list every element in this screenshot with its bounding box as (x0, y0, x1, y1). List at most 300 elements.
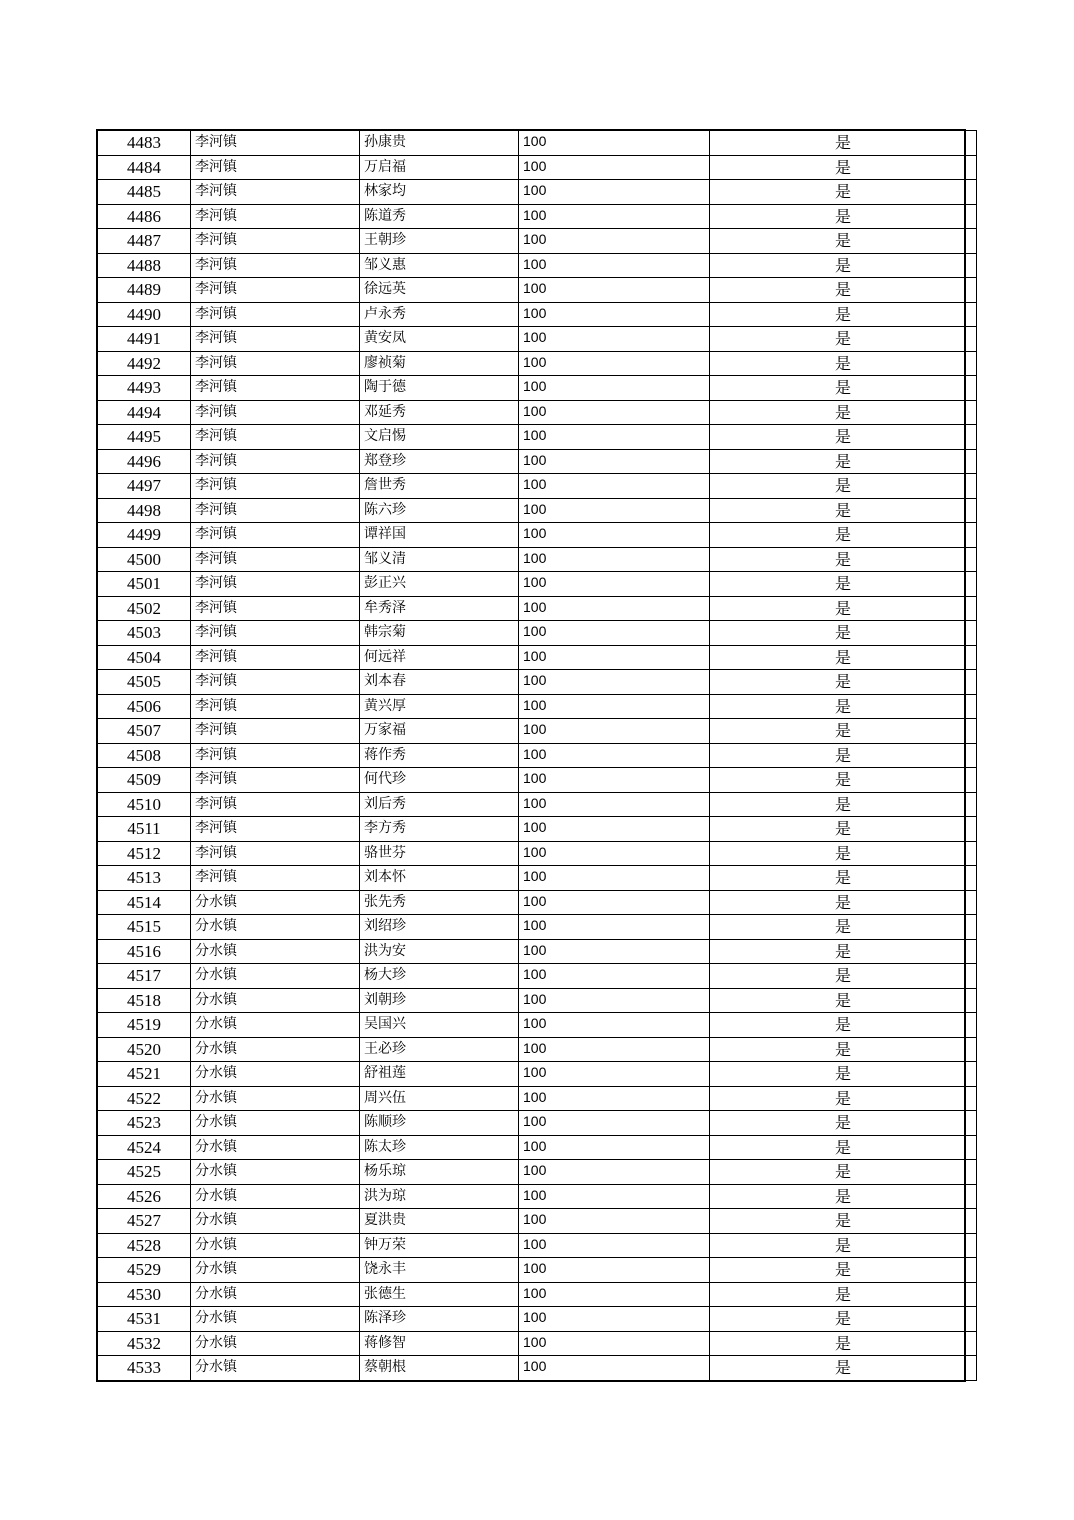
name-cell: 陶于德 (360, 376, 519, 401)
name-cell: 刘绍珍 (360, 915, 519, 940)
town-cell: 分水镇 (191, 988, 360, 1013)
amount-cell: 100 (519, 1258, 710, 1283)
table-row (98, 1258, 977, 1283)
row-number: 4489 (98, 278, 191, 303)
flag-cell: 是 (710, 1086, 977, 1111)
flag-cell: 是 (710, 743, 977, 768)
town-cell: 分水镇 (191, 1086, 360, 1111)
row-number: 4528 (98, 1233, 191, 1258)
table-row (98, 131, 977, 156)
row-number: 4507 (98, 719, 191, 744)
table-row (98, 817, 977, 842)
name-cell: 蔡朝根 (360, 1356, 519, 1381)
town-cell: 分水镇 (191, 1135, 360, 1160)
flag-cell: 是 (710, 694, 977, 719)
name-cell: 吴国兴 (360, 1013, 519, 1038)
name-cell: 蒋作秀 (360, 743, 519, 768)
town-cell: 分水镇 (191, 1282, 360, 1307)
amount-cell: 100 (519, 768, 710, 793)
flag-cell: 是 (710, 866, 977, 891)
town-cell: 分水镇 (191, 1184, 360, 1209)
table-row (98, 1111, 977, 1136)
town-cell: 分水镇 (191, 1258, 360, 1283)
table-row (98, 1356, 977, 1381)
town-cell: 李河镇 (191, 792, 360, 817)
town-cell: 李河镇 (191, 278, 360, 303)
table-row (98, 1013, 977, 1038)
amount-cell: 100 (519, 1356, 710, 1381)
name-cell: 陈顺珍 (360, 1111, 519, 1136)
town-cell: 李河镇 (191, 572, 360, 597)
town-cell: 李河镇 (191, 694, 360, 719)
flag-cell: 是 (710, 1062, 977, 1087)
amount-cell: 100 (519, 1086, 710, 1111)
name-cell: 何远祥 (360, 645, 519, 670)
amount-cell: 100 (519, 841, 710, 866)
amount-cell: 100 (519, 327, 710, 352)
row-number: 4485 (98, 180, 191, 205)
flag-cell: 是 (710, 1184, 977, 1209)
name-cell: 文启惕 (360, 425, 519, 450)
town-cell: 李河镇 (191, 253, 360, 278)
table-row (98, 964, 977, 989)
flag-cell: 是 (710, 498, 977, 523)
flag-cell: 是 (710, 253, 977, 278)
row-number: 4529 (98, 1258, 191, 1283)
flag-cell: 是 (710, 278, 977, 303)
town-cell: 李河镇 (191, 425, 360, 450)
table-row (98, 866, 977, 891)
name-cell: 刘本怀 (360, 866, 519, 891)
name-cell: 谭祥国 (360, 523, 519, 548)
town-cell: 分水镇 (191, 1209, 360, 1234)
amount-cell: 100 (519, 1013, 710, 1038)
amount-cell: 100 (519, 964, 710, 989)
row-number: 4516 (98, 939, 191, 964)
amount-cell: 100 (519, 1160, 710, 1185)
flag-cell: 是 (710, 425, 977, 450)
amount-cell: 100 (519, 1037, 710, 1062)
table-row (98, 596, 977, 621)
name-cell: 林家均 (360, 180, 519, 205)
amount-cell: 100 (519, 988, 710, 1013)
town-cell: 李河镇 (191, 817, 360, 842)
flag-cell: 是 (710, 915, 977, 940)
row-number: 4511 (98, 817, 191, 842)
table-row (98, 743, 977, 768)
name-cell: 王必珍 (360, 1037, 519, 1062)
flag-cell: 是 (710, 1013, 977, 1038)
table-row (98, 1331, 977, 1356)
row-number: 4498 (98, 498, 191, 523)
row-number: 4526 (98, 1184, 191, 1209)
table-row (98, 1307, 977, 1332)
table-row (98, 278, 977, 303)
name-cell: 洪为琼 (360, 1184, 519, 1209)
name-cell: 李方秀 (360, 817, 519, 842)
table-row (98, 1135, 977, 1160)
row-number: 4494 (98, 400, 191, 425)
amount-cell: 100 (519, 572, 710, 597)
row-number: 4506 (98, 694, 191, 719)
table-row (98, 253, 977, 278)
name-cell: 詹世秀 (360, 474, 519, 499)
town-cell: 李河镇 (191, 180, 360, 205)
row-number: 4522 (98, 1086, 191, 1111)
name-cell: 洪为安 (360, 939, 519, 964)
row-number: 4513 (98, 866, 191, 891)
table-row (98, 890, 977, 915)
flag-cell: 是 (710, 768, 977, 793)
table-row (98, 523, 977, 548)
town-cell: 李河镇 (191, 474, 360, 499)
row-number: 4523 (98, 1111, 191, 1136)
name-cell: 卢永秀 (360, 302, 519, 327)
flag-cell: 是 (710, 155, 977, 180)
table-row (98, 449, 977, 474)
table-row (98, 1209, 977, 1234)
table-row (98, 645, 977, 670)
flag-cell: 是 (710, 988, 977, 1013)
flag-cell: 是 (710, 523, 977, 548)
row-number: 4527 (98, 1209, 191, 1234)
amount-cell: 100 (519, 474, 710, 499)
amount-cell: 100 (519, 792, 710, 817)
row-number: 4514 (98, 890, 191, 915)
name-cell: 蒋修智 (360, 1331, 519, 1356)
town-cell: 李河镇 (191, 768, 360, 793)
amount-cell: 100 (519, 743, 710, 768)
name-cell: 万家福 (360, 719, 519, 744)
flag-cell: 是 (710, 1111, 977, 1136)
table-row (98, 155, 977, 180)
name-cell: 钟万荣 (360, 1233, 519, 1258)
table-body (98, 131, 977, 1381)
flag-cell: 是 (710, 474, 977, 499)
town-cell: 分水镇 (191, 915, 360, 940)
row-number: 4486 (98, 204, 191, 229)
name-cell: 骆世芬 (360, 841, 519, 866)
row-number: 4532 (98, 1331, 191, 1356)
amount-cell: 100 (519, 621, 710, 646)
table-row (98, 1062, 977, 1087)
flag-cell: 是 (710, 817, 977, 842)
name-cell: 邓延秀 (360, 400, 519, 425)
town-cell: 李河镇 (191, 351, 360, 376)
row-number: 4496 (98, 449, 191, 474)
name-cell: 郑登珍 (360, 449, 519, 474)
town-cell: 李河镇 (191, 155, 360, 180)
flag-cell: 是 (710, 890, 977, 915)
flag-cell: 是 (710, 939, 977, 964)
table-row (98, 302, 977, 327)
row-number: 4533 (98, 1356, 191, 1381)
town-cell: 李河镇 (191, 841, 360, 866)
table-row (98, 474, 977, 499)
table-row (98, 694, 977, 719)
town-cell: 分水镇 (191, 1160, 360, 1185)
flag-cell: 是 (710, 792, 977, 817)
town-cell: 李河镇 (191, 523, 360, 548)
town-cell: 分水镇 (191, 1356, 360, 1381)
table-row (98, 719, 977, 744)
row-number: 4517 (98, 964, 191, 989)
town-cell: 分水镇 (191, 1331, 360, 1356)
table-row (98, 1233, 977, 1258)
name-cell: 黄安凤 (360, 327, 519, 352)
table-row (98, 425, 977, 450)
amount-cell: 100 (519, 180, 710, 205)
row-number: 4488 (98, 253, 191, 278)
flag-cell: 是 (710, 449, 977, 474)
table-row (98, 547, 977, 572)
name-cell: 刘本春 (360, 670, 519, 695)
table-row (98, 229, 977, 254)
town-cell: 李河镇 (191, 327, 360, 352)
name-cell: 陈六珍 (360, 498, 519, 523)
table-row (98, 327, 977, 352)
name-cell: 何代珍 (360, 768, 519, 793)
name-cell: 廖祯菊 (360, 351, 519, 376)
name-cell: 黄兴厚 (360, 694, 519, 719)
town-cell: 分水镇 (191, 939, 360, 964)
row-number: 4519 (98, 1013, 191, 1038)
row-number: 4504 (98, 645, 191, 670)
flag-cell: 是 (710, 1209, 977, 1234)
flag-cell: 是 (710, 1258, 977, 1283)
flag-cell: 是 (710, 1160, 977, 1185)
name-cell: 周兴伍 (360, 1086, 519, 1111)
row-number: 4501 (98, 572, 191, 597)
town-cell: 分水镇 (191, 1013, 360, 1038)
flag-cell: 是 (710, 841, 977, 866)
amount-cell: 100 (519, 915, 710, 940)
flag-cell: 是 (710, 1233, 977, 1258)
town-cell: 分水镇 (191, 1062, 360, 1087)
row-number: 4509 (98, 768, 191, 793)
row-number: 4530 (98, 1282, 191, 1307)
row-number: 4491 (98, 327, 191, 352)
name-cell: 杨乐琼 (360, 1160, 519, 1185)
row-number: 4484 (98, 155, 191, 180)
flag-cell: 是 (710, 351, 977, 376)
amount-cell: 100 (519, 939, 710, 964)
amount-cell: 100 (519, 1184, 710, 1209)
flag-cell: 是 (710, 400, 977, 425)
amount-cell: 100 (519, 1331, 710, 1356)
name-cell: 韩宗菊 (360, 621, 519, 646)
row-number: 4487 (98, 229, 191, 254)
amount-cell: 100 (519, 302, 710, 327)
subsidy-table (97, 130, 977, 1381)
town-cell: 李河镇 (191, 719, 360, 744)
row-number: 4515 (98, 915, 191, 940)
row-number: 4500 (98, 547, 191, 572)
town-cell: 分水镇 (191, 1307, 360, 1332)
table-row (98, 670, 977, 695)
name-cell: 舒祖莲 (360, 1062, 519, 1087)
flag-cell: 是 (710, 596, 977, 621)
amount-cell: 100 (519, 547, 710, 572)
name-cell: 陈泽珍 (360, 1307, 519, 1332)
amount-cell: 100 (519, 351, 710, 376)
flag-cell: 是 (710, 1331, 977, 1356)
row-number: 4503 (98, 621, 191, 646)
name-cell: 牟秀泽 (360, 596, 519, 621)
town-cell: 李河镇 (191, 596, 360, 621)
town-cell: 李河镇 (191, 645, 360, 670)
amount-cell: 100 (519, 204, 710, 229)
name-cell: 张先秀 (360, 890, 519, 915)
row-number: 4492 (98, 351, 191, 376)
table-row (98, 841, 977, 866)
amount-cell: 100 (519, 523, 710, 548)
flag-cell: 是 (710, 180, 977, 205)
amount-cell: 100 (519, 1209, 710, 1234)
town-cell: 李河镇 (191, 376, 360, 401)
name-cell: 刘朝珍 (360, 988, 519, 1013)
town-cell: 分水镇 (191, 964, 360, 989)
town-cell: 分水镇 (191, 1233, 360, 1258)
flag-cell: 是 (710, 547, 977, 572)
table-row (98, 621, 977, 646)
town-cell: 分水镇 (191, 1111, 360, 1136)
name-cell: 徐远英 (360, 278, 519, 303)
town-cell: 李河镇 (191, 866, 360, 891)
amount-cell: 100 (519, 1135, 710, 1160)
amount-cell: 100 (519, 253, 710, 278)
amount-cell: 100 (519, 131, 710, 156)
name-cell: 王朝珍 (360, 229, 519, 254)
flag-cell: 是 (710, 572, 977, 597)
table-row (98, 351, 977, 376)
row-number: 4508 (98, 743, 191, 768)
amount-cell: 100 (519, 229, 710, 254)
row-number: 4525 (98, 1160, 191, 1185)
town-cell: 李河镇 (191, 204, 360, 229)
table-row (98, 792, 977, 817)
amount-cell: 100 (519, 1282, 710, 1307)
amount-cell: 100 (519, 645, 710, 670)
table-row (98, 988, 977, 1013)
table-row (98, 915, 977, 940)
flag-cell: 是 (710, 1356, 977, 1381)
town-cell: 李河镇 (191, 498, 360, 523)
table-row (98, 572, 977, 597)
name-cell: 刘后秀 (360, 792, 519, 817)
table-row (98, 1282, 977, 1307)
town-cell: 李河镇 (191, 229, 360, 254)
town-cell: 李河镇 (191, 621, 360, 646)
name-cell: 彭正兴 (360, 572, 519, 597)
name-cell: 张德生 (360, 1282, 519, 1307)
row-number: 4510 (98, 792, 191, 817)
amount-cell: 100 (519, 694, 710, 719)
table-row (98, 1037, 977, 1062)
amount-cell: 100 (519, 1307, 710, 1332)
amount-cell: 100 (519, 278, 710, 303)
row-number: 4493 (98, 376, 191, 401)
flag-cell: 是 (710, 302, 977, 327)
row-number: 4521 (98, 1062, 191, 1087)
name-cell: 陈太珍 (360, 1135, 519, 1160)
flag-cell: 是 (710, 327, 977, 352)
flag-cell: 是 (710, 621, 977, 646)
amount-cell: 100 (519, 817, 710, 842)
amount-cell: 100 (519, 449, 710, 474)
table-row (98, 1086, 977, 1111)
flag-cell: 是 (710, 1037, 977, 1062)
amount-cell: 100 (519, 376, 710, 401)
name-cell: 孙康贵 (360, 131, 519, 156)
town-cell: 李河镇 (191, 670, 360, 695)
flag-cell: 是 (710, 964, 977, 989)
row-number: 4497 (98, 474, 191, 499)
flag-cell: 是 (710, 1282, 977, 1307)
flag-cell: 是 (710, 645, 977, 670)
town-cell: 李河镇 (191, 547, 360, 572)
row-number: 4531 (98, 1307, 191, 1332)
town-cell: 李河镇 (191, 449, 360, 474)
table-row (98, 1160, 977, 1185)
row-number: 4490 (98, 302, 191, 327)
flag-cell: 是 (710, 204, 977, 229)
flag-cell: 是 (710, 131, 977, 156)
town-cell: 分水镇 (191, 1037, 360, 1062)
flag-cell: 是 (710, 719, 977, 744)
flag-cell: 是 (710, 229, 977, 254)
name-cell: 邹义惠 (360, 253, 519, 278)
table-row (98, 768, 977, 793)
town-cell: 分水镇 (191, 890, 360, 915)
amount-cell: 100 (519, 425, 710, 450)
row-number: 4512 (98, 841, 191, 866)
row-number: 4483 (98, 131, 191, 156)
flag-cell: 是 (710, 1307, 977, 1332)
amount-cell: 100 (519, 400, 710, 425)
amount-cell: 100 (519, 1062, 710, 1087)
name-cell: 饶永丰 (360, 1258, 519, 1283)
amount-cell: 100 (519, 719, 710, 744)
flag-cell: 是 (710, 376, 977, 401)
row-number: 4499 (98, 523, 191, 548)
flag-cell: 是 (710, 670, 977, 695)
table-row (98, 1184, 977, 1209)
row-number: 4518 (98, 988, 191, 1013)
name-cell: 杨大珍 (360, 964, 519, 989)
table-row (98, 180, 977, 205)
amount-cell: 100 (519, 1233, 710, 1258)
name-cell: 陈道秀 (360, 204, 519, 229)
town-cell: 李河镇 (191, 302, 360, 327)
row-number: 4495 (98, 425, 191, 450)
row-number: 4505 (98, 670, 191, 695)
amount-cell: 100 (519, 1111, 710, 1136)
row-number: 4520 (98, 1037, 191, 1062)
town-cell: 李河镇 (191, 400, 360, 425)
flag-cell: 是 (710, 1135, 977, 1160)
name-cell: 万启福 (360, 155, 519, 180)
amount-cell: 100 (519, 866, 710, 891)
amount-cell: 100 (519, 670, 710, 695)
row-number: 4502 (98, 596, 191, 621)
amount-cell: 100 (519, 890, 710, 915)
amount-cell: 100 (519, 155, 710, 180)
table-row (98, 376, 977, 401)
name-cell: 邹义清 (360, 547, 519, 572)
table-row (98, 400, 977, 425)
row-number: 4524 (98, 1135, 191, 1160)
